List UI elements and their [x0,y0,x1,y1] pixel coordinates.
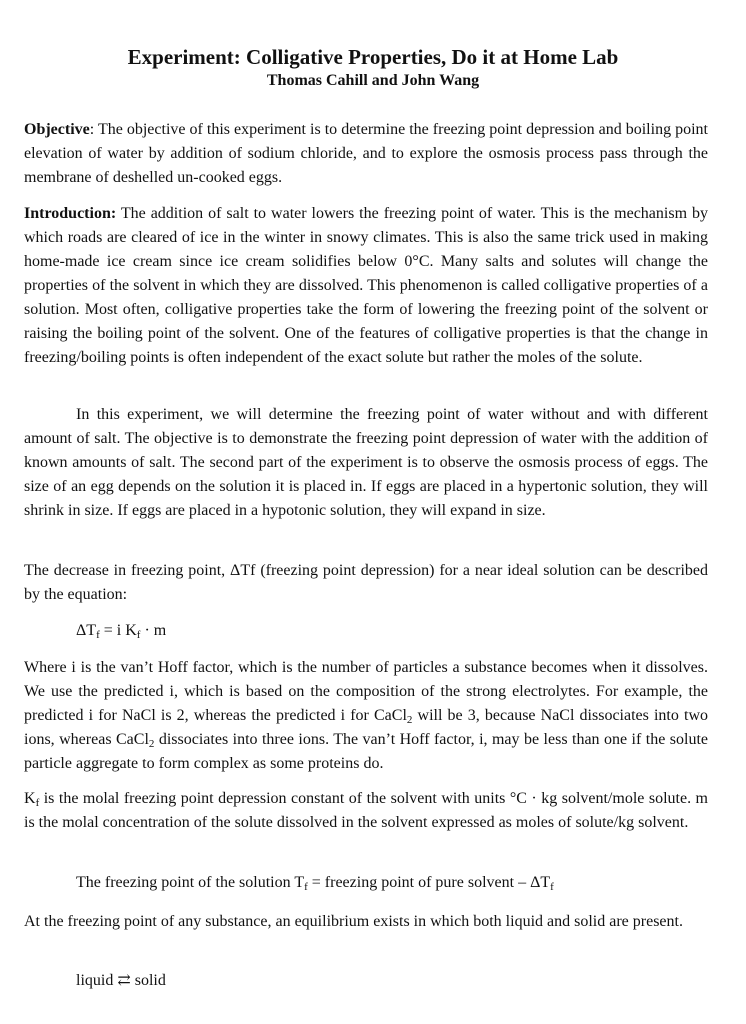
liquid-solid-equilibrium: liquid ⇄ solid [76,972,166,989]
equilibrium-paragraph: At the freezing point of any substance, an equilibrium exists in which both liquid and solid are present. [24,913,683,930]
kf-paragraph: $K_f$ is the molal freezing point depression constant of the solvent with units °C · kg solvent/mole solute. m is the molal concentration of the solute dissolved in the solvent expressed as moles of solute/kg solvent. [24,790,708,831]
document-title: Experiment: Colligative Properties, Do it at Home Lab [127,45,619,69]
decrease-paragraph: The decrease in freezing point, ΔTf (freezing point depression) for a near ideal solution can be described by the equation: [24,562,708,603]
objective-label: Objective [24,121,90,138]
introduction-text: The addition of salt to water lowers the freezing point of water. This is the mechanism by which roads are cleared of ice in the winter in snowy climates. This is also the same trick used in making home-made ice cream since ice cream solidifies below 0°C. Many salts and solutes will change the properties of the solvent in which they are dissolved. This phenomenon is called colligative properties of a solution. Most often, colligative properties take the form of lowering the freezing point of the solvent or raising the boiling point of the solvent. One of the features of colligative properties is that the change in freezing/boiling points is often independent of the exact solute but rather the moles of the solute. [24,205,708,366]
document-authors: Thomas Cahill and John Wang [266,72,480,89]
objective-text: : The objective of this experiment is to determine the freezing point depression and boiling point elevation of water by addition of sodium chloride, and to explore the osmosis process pass through the membrane of deshelled un-cooked eggs. [24,121,708,186]
objective-paragraph [24,118,708,190]
vanthoff-paragraph: Where i is the van’t Hoff factor, which is the number of particles a substance becomes when it dissolves. We use the predicted i, which is based on the composition of the strong electrolytes. For example, the predicted i for NaCl is 2, whereas the predicted i for CaCl$_2$ will be 3, because NaCl dissociates into two ions, whereas CaCl$_2$ dissociates into three ions. The van’t Hoff factor, i, may be less than one if the solute particle aggregate to form complex as some proteins do. [24,659,709,772]
freezing-depression-equation: $\Delta T_f = i$ $K_f \cdot m$ [76,622,167,641]
freezing-point-line: The freezing point of the solution $T_f$ = freezing point of pure solvent – $\Delta T_f$ [76,874,554,893]
introduction-paragraph [24,202,708,370]
experiment-paragraph: In this experiment, we will determine the freezing point of water without and with different amount of salt. The objective is to demonstrate the freezing point depression of water with the addition of known amounts of salt. The second part of the experiment is to observe the osmosis process of eggs. The size of an egg depends on the solution it is placed in. If eggs are placed in a hypertonic solution, they will shrink in size. If eggs are placed in a hypotonic solution, they will expand in size. [24,406,708,519]
introduction-label: Introduction: [24,205,117,222]
